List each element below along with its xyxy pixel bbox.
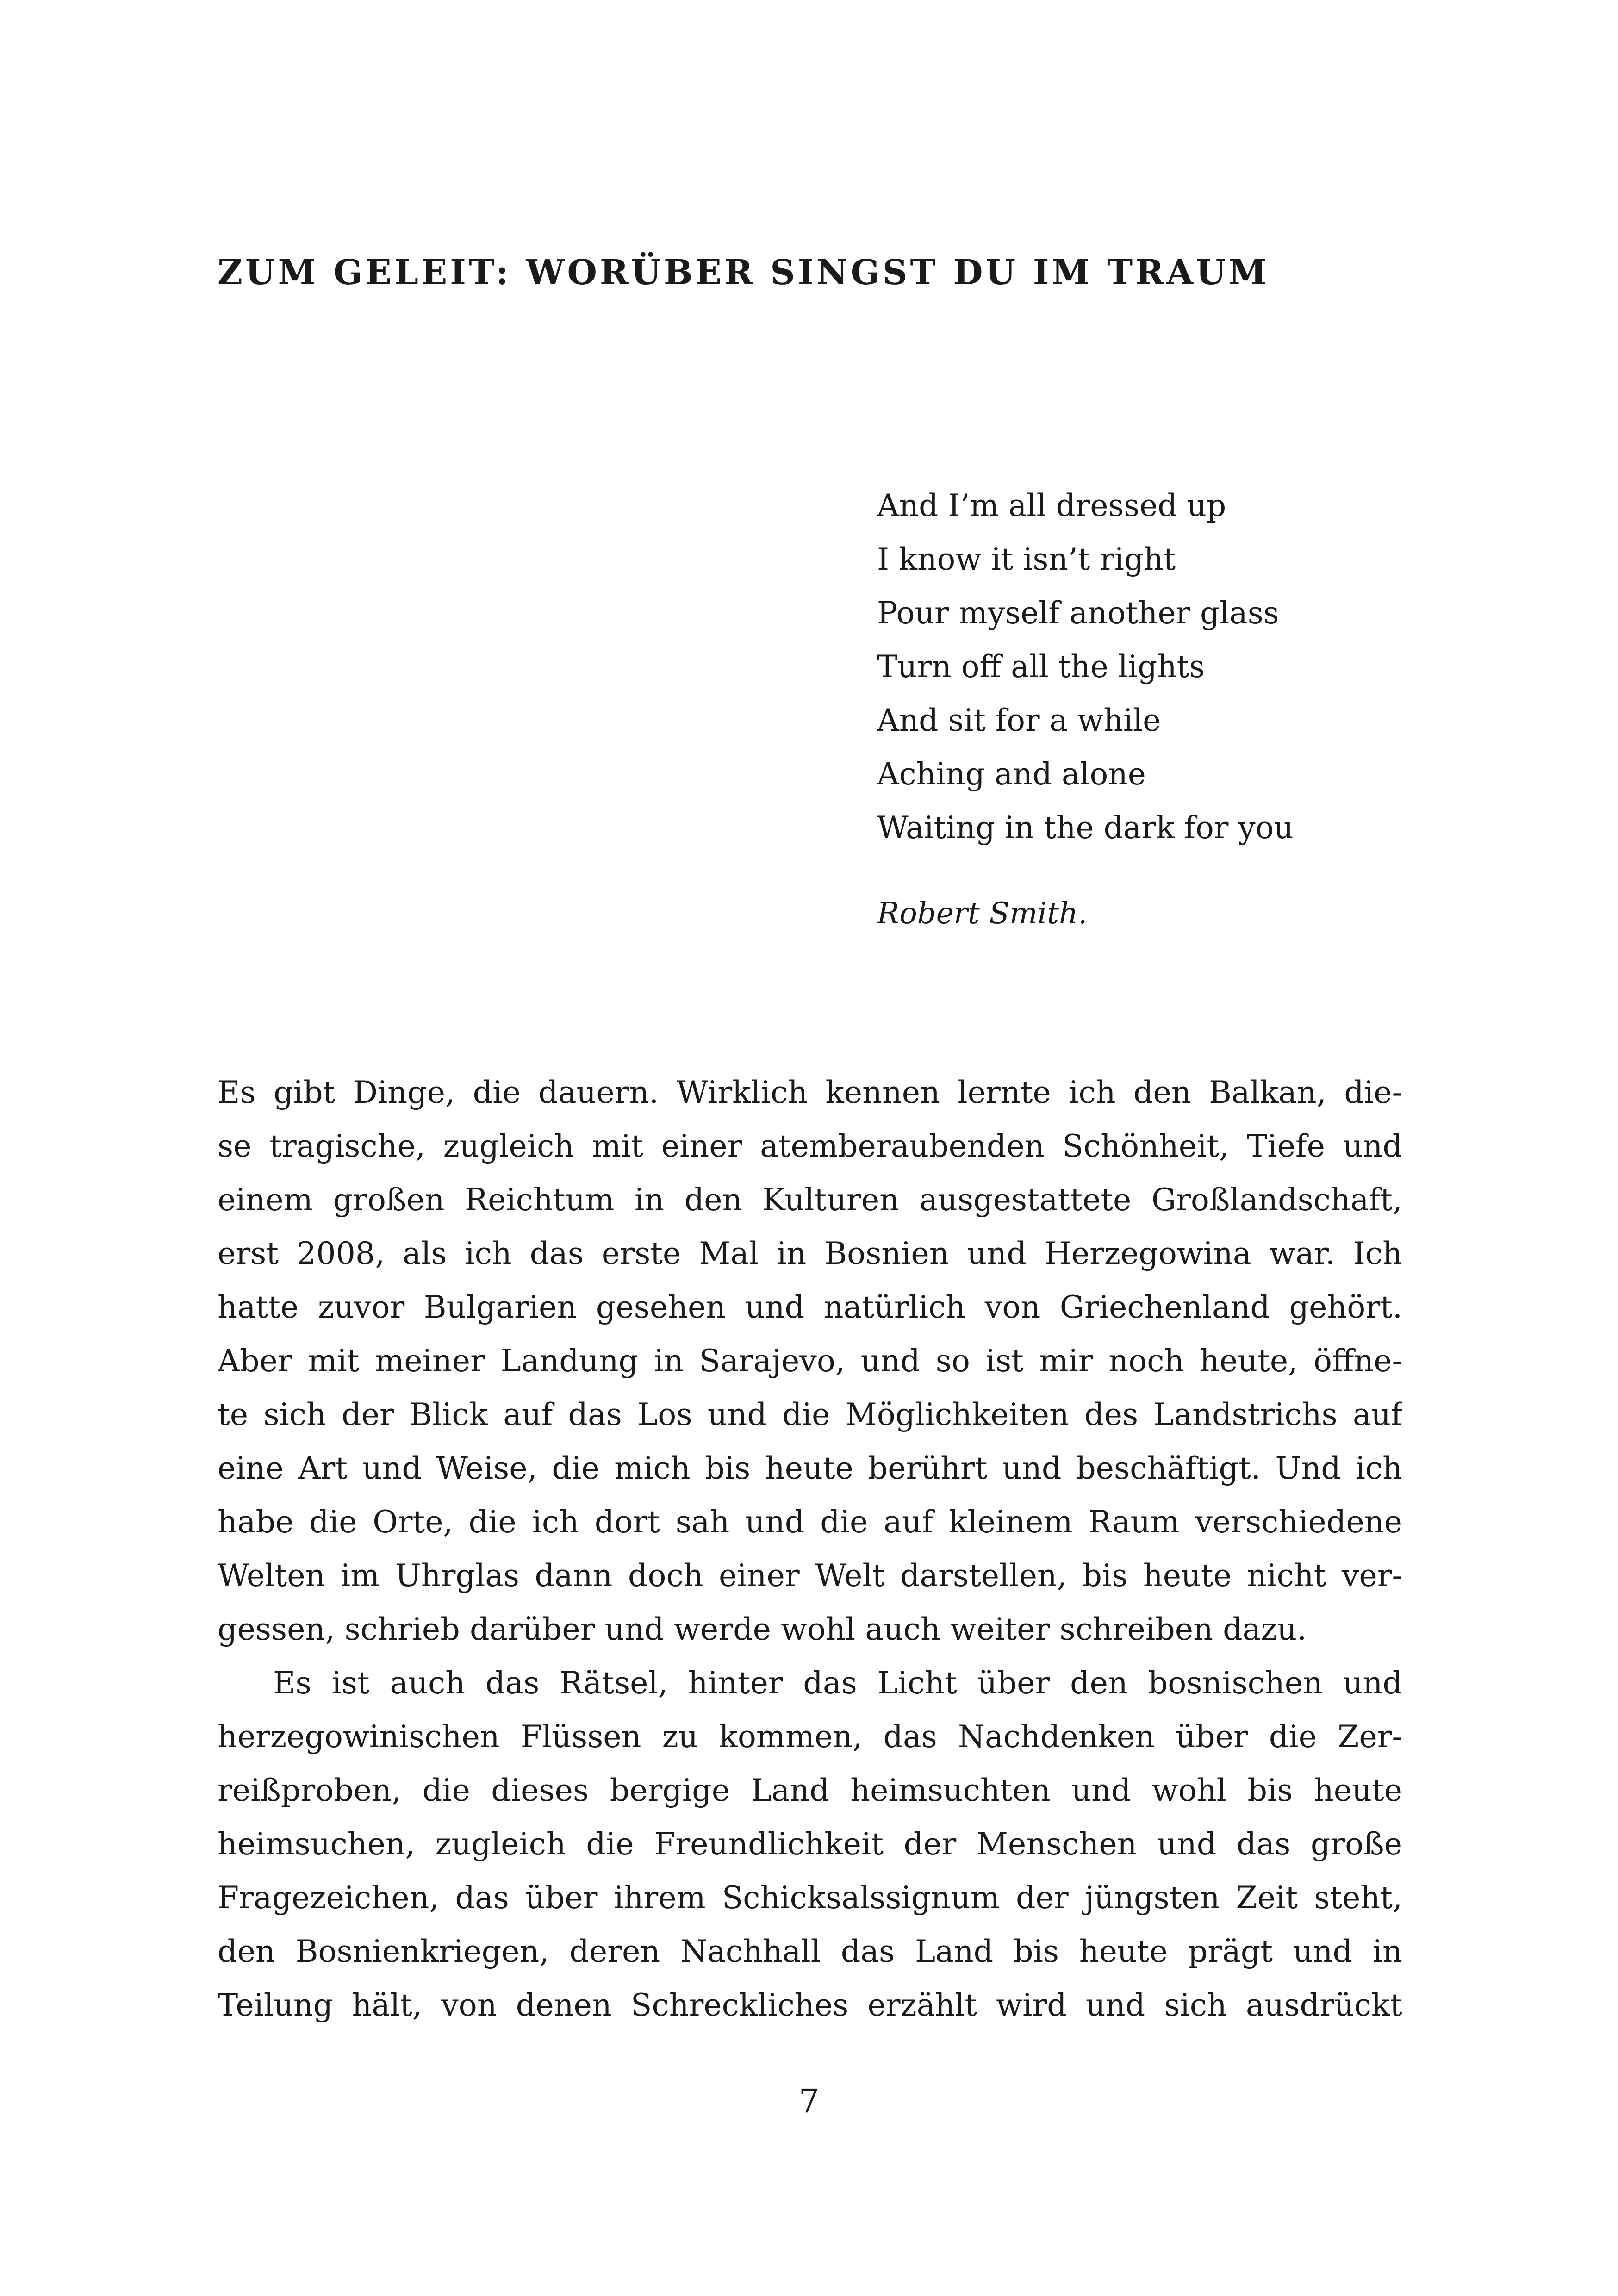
chapter-heading: ZUM GELEIT: WORÜBER SINGST DU IM TRAUM xyxy=(218,253,1270,292)
epigraph-line: Pour myself another glass xyxy=(877,595,1279,631)
text-line: Es gibt Dinge, die dauern. Wirklich kennen lernte ich den Balkan, die- xyxy=(218,1074,1402,1110)
text-line: eine Art und Weise, die mich bis heute berührt und beschäftigt. Und ich xyxy=(218,1450,1402,1486)
text-line: erst 2008, als ich das erste Mal in Bosnien und Herzegowina war. Ich xyxy=(218,1235,1402,1271)
body-text xyxy=(218,1065,1402,2032)
text-line: habe die Orte, die ich dort sah und die auf kleinem Raum verschiedene xyxy=(218,1504,1402,1540)
epigraph xyxy=(877,479,1294,931)
text-line: einem großen Reichtum in den Kulturen ausgestattete Großlandschaft, xyxy=(218,1182,1402,1218)
paragraph-2 xyxy=(218,1656,1402,2032)
text-line: reißproben, die dieses bergige Land heimsuchten und wohl bis heute xyxy=(218,1772,1402,1808)
paragraph-1 xyxy=(218,1065,1402,1656)
text-line: heimsuchen, zugleich die Freundlichkeit der Menschen und das große xyxy=(218,1826,1402,1862)
text-line: Teilung hält, von denen Schreckliches erzählt wird und sich ausdrückt xyxy=(218,1987,1402,2023)
text-line: hatte zuvor Bulgarien gesehen und natürlich von Griechenland gehört. xyxy=(218,1289,1402,1325)
text-line: Aber mit meiner Landung in Sarajevo, und so ist mir noch heute, öffne- xyxy=(218,1343,1402,1379)
text-line: Welten im Uhrglas dann doch einer Welt darstellen, bis heute nicht ver- xyxy=(218,1557,1402,1593)
epigraph-author: Robert Smith. xyxy=(877,896,1088,931)
text-line: Fragezeichen, das über ihrem Schicksalssignum der jüngsten Zeit steht, xyxy=(218,1879,1402,1916)
text-line: Es ist auch das Rätsel, hinter das Licht über den bosnischen und xyxy=(273,1665,1402,1701)
text-line: gessen, schrieb darüber und werde wohl auch weiter schreiben dazu. xyxy=(218,1611,1307,1647)
epigraph-line: Aching and alone xyxy=(877,756,1146,792)
epigraph-line: And sit for a while xyxy=(877,703,1161,738)
text-line: te sich der Blick auf das Los und die Möglichkeiten des Landstrichs auf xyxy=(218,1396,1402,1432)
text-line: den Bosnienkriegen, deren Nachhall das Land bis heute prägt und in xyxy=(218,1933,1402,1969)
epigraph-line: I know it isn’t right xyxy=(877,541,1176,577)
page-number: 7 xyxy=(798,2082,820,2120)
epigraph-line: Waiting in the dark for you xyxy=(877,810,1294,846)
epigraph-line: Turn off all the lights xyxy=(877,649,1205,684)
text-line: herzegowinischen Flüssen zu kommen, das Nachdenken über die Zer- xyxy=(218,1718,1402,1755)
epigraph-line: And I’m all dressed up xyxy=(877,488,1226,523)
text-line: se tragische, zugleich mit einer atemberaubenden Schönheit, Tiefe und xyxy=(218,1128,1402,1164)
